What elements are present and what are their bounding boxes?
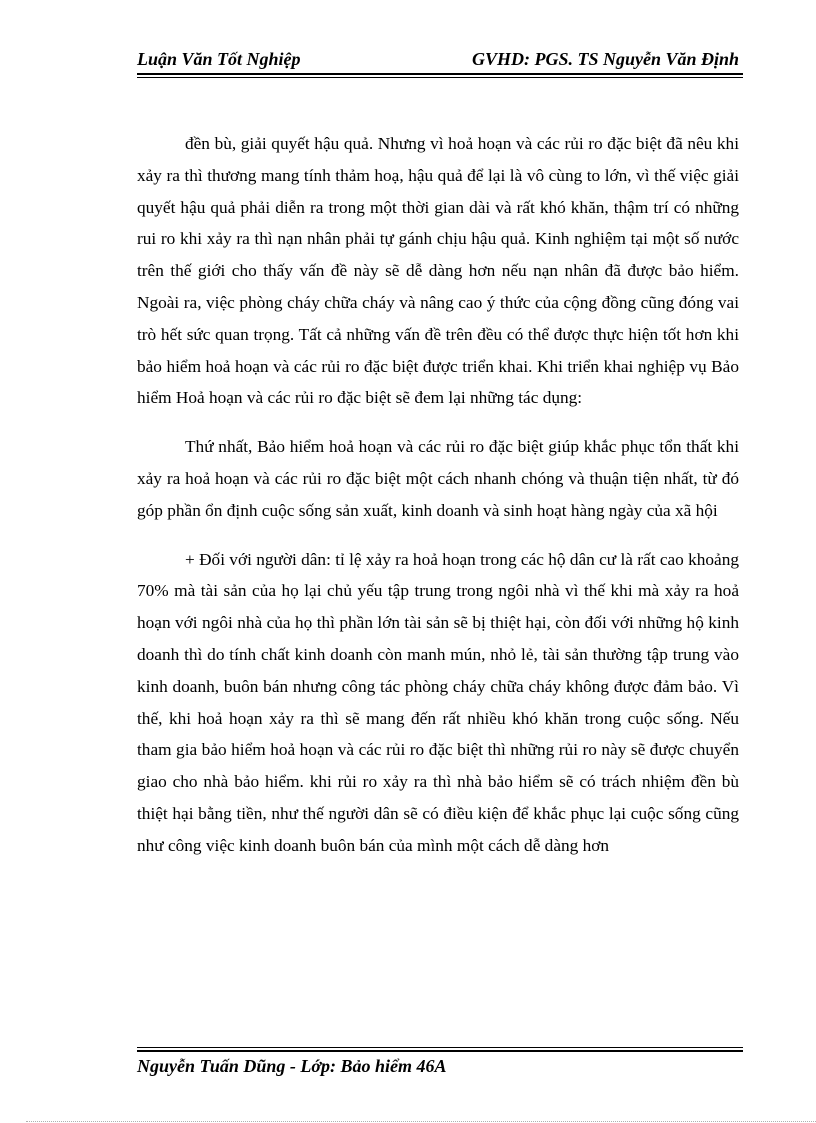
author-footer: Nguyễn Tuấn Dũng - Lớp: Bảo hiểm 46A xyxy=(137,1056,447,1076)
paragraph: + Đối với người dân: tỉ lệ xảy ra hoả hoạn trong các hộ dân cư là rất cao khoảng 70% mà tài sản của họ lại chủ yếu tập trung trong ngôi nhà vì thế khi mà xảy ra hoả hoạn với ngôi nhà của họ thì phần lớn tài sản sẽ bị thiệt hại, còn đối với những hộ kinh doanh thì do tính chất kinh doanh còn manh mún, nhỏ lẻ, tài sản thường tập trung vào kinh doanh, buôn bán nhưng công tác phòng cháy chữa cháy không được đảm bảo. Vì thế, khi hoả hoạn xảy ra thì sẽ mang đến rất nhiều khó khăn trong cuộc sống. Nếu tham gia bảo hiểm hoả hoạn và các rủi ro đặc biệt thì những rủi ro này sẽ được chuyển giao cho nhà bảo hiểm. khi rủi ro xảy ra thì nhà bảo hiểm sẽ có trách nhiệm đền bù thiệt hại bằng tiền, như thế người dân sẽ có điều kiện để khắc phục lại cuộc sống cũng như công việc kinh doanh buôn bán của mình một cách dễ dàng hơn xyxy=(137,549,739,855)
footer-divider xyxy=(137,1050,743,1052)
footer-divider-thin xyxy=(137,1047,743,1048)
page-header xyxy=(137,46,739,72)
page-body xyxy=(137,128,739,862)
thesis-title: Luận Văn Tốt Nghiệp xyxy=(137,49,301,69)
header-divider xyxy=(137,73,743,75)
paragraph: đền bù, giải quyết hậu quả. Nhưng vì hoả hoạn và các rủi ro đặc biệt đã nêu khi xảy ra thì thương mang tính thảm hoạ, hậu quả để lại là vô cùng to lớn, vì thế việc giải quyết hậu quả phải diễn ra trong một thời gian dài và rất khó khăn, thậm trí có những rui ro khi xảy ra thì nạn nhân phải tự gánh chịu hậu quả. Kinh nghiệm tại một số nước trên thế giới cho thấy vấn đề này sẽ dễ dàng hơn nếu nạn nhân đã được bảo hiểm. Ngoài ra, việc phòng cháy chữa cháy và nâng cao ý thức của cộng đồng cũng đóng vai trò hết sức quan trọng. Tất cả những vấn đề trên đều có thể được thực hiện tốt hơn khi bảo hiểm hoả hoạn và các rủi ro đặc biệt được triển khai. Khi triển khai nghiệp vụ Bảo hiểm Hoả hoạn và các rủi ro đặc biệt sẽ đem lại những tác dụng: xyxy=(137,134,739,408)
page-edge xyxy=(26,1121,816,1122)
paragraph: Thứ nhất, Bảo hiểm hoả hoạn và các rủi ro đặc biệt giúp khắc phục tổn thất khi xảy ra hoả hoạn và các rủi ro đặc biệt một cách nhanh chóng và thuận tiện nhất, từ đó góp phần ổn định cuộc sống sản xuất, kinh doanh và sinh hoạt hàng ngày của xã hội xyxy=(137,437,739,520)
header-divider-thin xyxy=(137,77,743,78)
supervisor-name: GVHD: PGS. TS Nguyễn Văn Định xyxy=(471,49,739,69)
